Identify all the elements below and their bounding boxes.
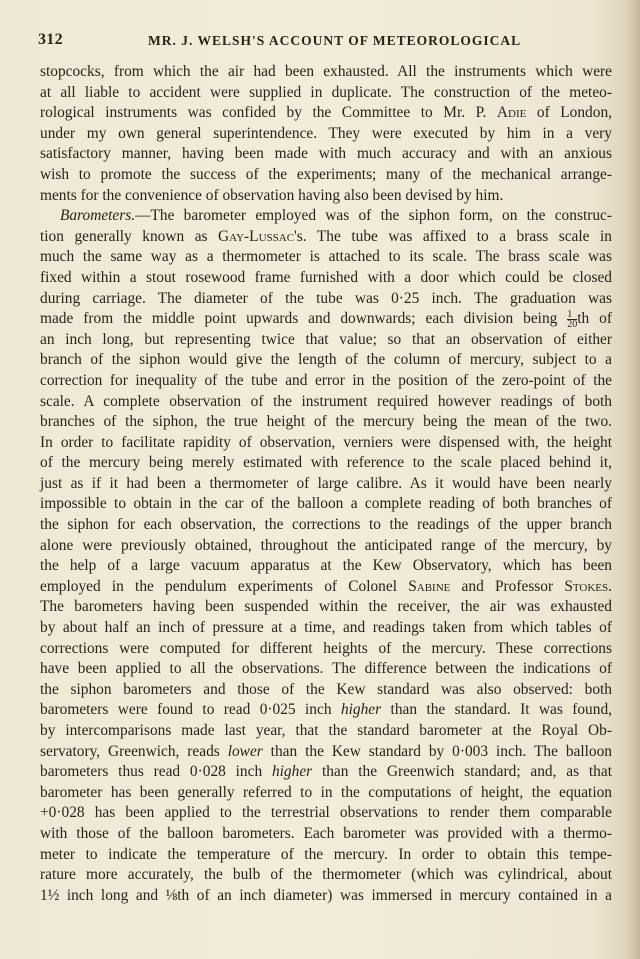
text-line: ments for the convenience of observation having also been devised by him. <box>40 186 504 204</box>
text-line: branch of the siphon would give the length of the column of mercury, subject to a <box>40 351 612 369</box>
body-text <box>40 62 612 906</box>
text-line: The barometers having been suspended within the receiver, the air was exhausted <box>40 598 612 616</box>
page-header <box>38 31 610 53</box>
text-line: the help of a large vacuum apparatus at the Kew Observatory, which has been <box>40 557 612 575</box>
text-line: barometers thus read 0·028 inch higher than the Greenwich standard; and, as that <box>40 763 612 781</box>
text-line: made from the middle point upwards and downwards; each division being $\frac{1}{20}$ th of <box>40 309 613 331</box>
emphasis-higher: higher <box>271 763 313 781</box>
text-line: In order to facilitate rapidity of observation, verniers were dispensed with, the height <box>40 433 612 451</box>
text-line: fixed within a stout rosewood frame furnished with a door which could be closed <box>40 268 612 286</box>
text-line: at all liable to accident were supplied in duplicate. The construction of the meteo- <box>40 83 612 101</box>
text-line: rological instruments was confided by the Committee to Mr. P. Adie of London, <box>40 104 612 122</box>
text-line: servatory, Greenwich, reads lower than the Kew standard by 0·003 inch. The balloon <box>40 742 612 760</box>
person-name-gay-lussac: Gay-Lussac <box>218 227 295 245</box>
emphasis-lower: lower <box>227 742 263 760</box>
text-line: 1½ inch long and ⅛th of an inch diameter) was immersed in mercury contained in a <box>40 886 612 904</box>
text-line: barometers were found to read 0·025 inch higher than the standard. It was found, <box>40 701 612 719</box>
text-line: the siphon barometers and those of the Kew standard was also observed: both <box>40 680 612 698</box>
text-line: branches of the siphon, the true height of the mercury being the mean of the two. <box>40 413 612 431</box>
text-line: of the mercury being merely estimated with reference to the scale placed behind it, <box>40 454 612 472</box>
text-line: much the same way as a thermometer is attached to its scale. The brass scale was <box>40 248 612 266</box>
text-line: barometer has been generally referred to in the computations of height, the equation <box>40 783 612 801</box>
fraction-one-twentieth: $\frac{1}{20}$ <box>567 309 578 331</box>
text-line: the siphon for each observation, the corrections to the readings of the upper branch <box>40 516 612 534</box>
text-line: by about half an inch of pressure at a time, and readings taken from which tables of <box>40 619 612 637</box>
text-line: impossible to obtain in the car of the balloon a complete reading of both branches of <box>40 495 612 513</box>
person-name-stokes: Stokes <box>564 577 609 595</box>
text-line: correction for inequality of the tube and error in the position of the zero-point of the <box>40 371 612 389</box>
text-line: just as if it had been a thermometer of large calibre. As it would have been nearly <box>40 474 612 492</box>
page-edge-shadow <box>626 0 640 959</box>
text-line: by intercomparisons made last year, that the standard barometer at the Royal Ob- <box>40 722 612 739</box>
person-name-sabine: Sabine <box>408 577 451 595</box>
text-line: meter to indicate the temperature of the mercury. In order to obtain this tempe- <box>40 845 612 863</box>
running-head: MR. J. WELSH'S ACCOUNT OF METEOROLOGICAL <box>148 33 522 48</box>
text-line: tion generally known as Gay-Lussac's. The tube was affixed to a brass scale in <box>40 227 612 245</box>
person-name-adie: Adie <box>496 104 527 122</box>
text-line: +0·028 has been applied to the terrestrial observations to render them comparable <box>40 804 612 822</box>
emphasis-higher: higher <box>340 701 382 719</box>
page-number: 312 <box>38 31 63 48</box>
text-line: have been applied to all the observations. The difference between the indications of <box>40 660 612 678</box>
text-line: employed in the pendulum experiments of Colonel Sabine and Professor Stokes. <box>40 577 612 595</box>
text-line: scale. A complete observation of the instrument required however readings of both <box>40 392 612 410</box>
text-line: satisfactory manner, having been made with much accuracy and with an anxious <box>40 145 612 163</box>
text-line: corrections were computed for different heights of the mercury. These corrections <box>40 639 612 657</box>
text-line: under my own general superintendence. They were executed by him in a very <box>40 124 612 142</box>
text-line: alone were previously obtained, throughout the anticipated range of the mercury, by <box>40 536 612 554</box>
section-heading-barometers: Barometers. <box>60 207 136 225</box>
text-line: Barometers.—The barometer employed was of the siphon form, on the construc- <box>60 207 612 225</box>
text-line: wish to promote the success of the experiments; many of the mechanical arrange- <box>40 165 612 183</box>
text-line: with those of the balloon barometers. Each barometer was provided with a thermo- <box>40 824 612 842</box>
text-line: rature more accurately, the bulb of the thermometer (which was cylindrical, about <box>40 866 612 884</box>
text-line: stopcocks, from which the air had been exhausted. All the instruments which were <box>40 63 612 80</box>
text-line: during carriage. The diameter of the tube was 0·25 inch. The graduation was <box>40 289 612 307</box>
text-line: an inch long, but representing twice that value; so that an observation of either <box>40 330 612 348</box>
